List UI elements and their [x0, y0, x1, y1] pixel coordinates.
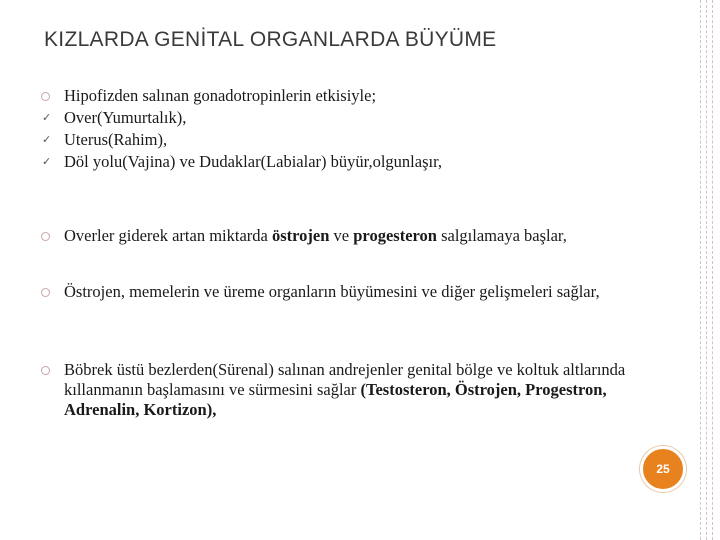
sub-bullet-item: [40, 152, 660, 172]
bullet-text: [64, 360, 660, 420]
page-number-badge: 25: [640, 446, 686, 492]
border-line-1: [700, 0, 701, 540]
checkmark-icon: ✓: [42, 155, 52, 168]
circle-bullet-icon: [41, 92, 50, 101]
circle-bullet-icon: [41, 288, 50, 297]
checkmark-icon: ✓: [42, 133, 52, 146]
bullet-text: Hipofizden salınan gonadotropinlerin etkisiyle;: [64, 86, 377, 105]
border-line-2: [706, 0, 707, 540]
text-segment: ve: [329, 226, 354, 245]
border-line-3: [712, 0, 713, 540]
text-segment: Overler giderek artan miktarda: [64, 226, 272, 245]
bullet-item-estrogen: [40, 282, 660, 302]
sub-bullet-item: [40, 130, 660, 150]
checkmark-icon: ✓: [42, 111, 52, 124]
circle-bullet-icon: [41, 366, 50, 375]
slide-title: KIZLARDA GENİTAL ORGANLARDA BÜYÜME: [44, 28, 497, 51]
bullet-item-intro: [40, 86, 660, 106]
bullet-text: [64, 226, 660, 246]
bold-term: östrojen: [271, 226, 330, 245]
circle-bullet-icon: [41, 232, 50, 241]
sub-bullet-item: [40, 108, 660, 128]
bold-term: progesteron: [353, 226, 437, 245]
sub-bullet-text: Over(Yumurtalık),: [64, 108, 187, 127]
bullet-item-adrenal: [40, 360, 660, 420]
bullet-text: Östrojen, memelerin ve üreme organların büyümesini ve diğer gelişmeleri sağlar,: [64, 282, 600, 301]
bullet-item-hormones: [40, 226, 660, 246]
bold-term: (Testosteron, Östrojen, Progestron, Adrenalin, Kortizon),: [64, 380, 607, 419]
sub-bullet-text: Uterus(Rahim),: [64, 130, 168, 149]
text-segment: Böbrek üstü bezlerden(Sürenal) salınan andrejenler genital bölge ve koltuk altlarında kıllanmanın başlamasını ve sürmesini sağlar: [64, 360, 626, 399]
sub-bullet-text: Döl yolu(Vajina) ve Dudaklar(Labialar) büyür,olgunlaşır,: [64, 152, 443, 171]
text-segment: salgılamaya başlar,: [436, 226, 567, 245]
